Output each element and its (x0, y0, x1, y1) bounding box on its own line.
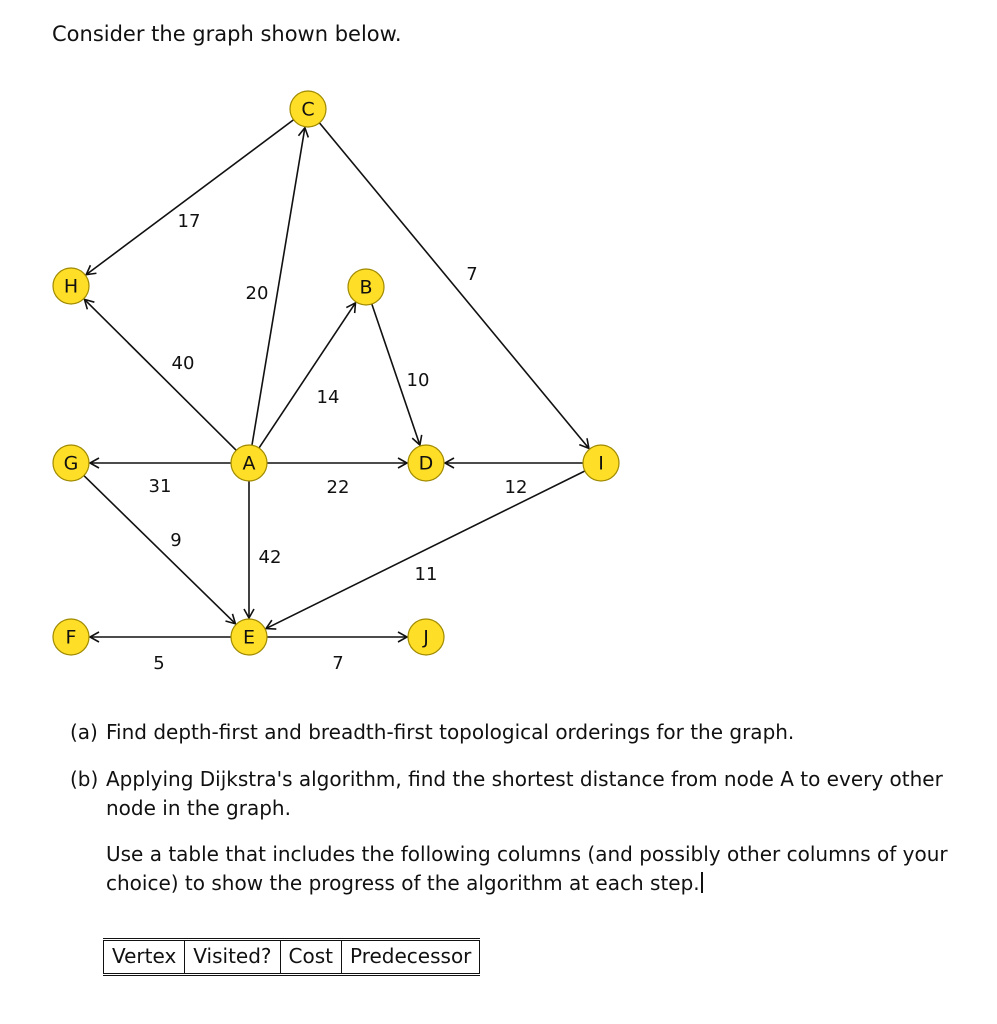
edge-weight-E-J: 7 (332, 653, 344, 674)
edge-weight-A-B: 14 (316, 387, 340, 408)
edge-A-H (84, 299, 236, 450)
edge-weight-G-E: 9 (170, 530, 182, 551)
edge-I-E (266, 471, 585, 629)
edge-weight-A-D: 22 (326, 477, 350, 498)
node-D (408, 445, 444, 481)
node-label-J: J (423, 626, 429, 649)
node-label-G: G (63, 452, 79, 475)
node-H (53, 268, 89, 304)
question-b-text: Applying Dijkstra's algorithm, find the shortest distance from node A to every other node in the graph. (106, 767, 943, 820)
node-label-B: B (359, 276, 373, 299)
edge-line-A-B (259, 303, 356, 448)
node-label-H: H (63, 275, 79, 298)
edge-E-F (90, 632, 231, 642)
column-vertex: Vertex (104, 940, 185, 975)
edges-layer (84, 120, 589, 642)
edge-A-D (267, 458, 407, 468)
edge-line-I-E (266, 471, 585, 629)
edge-line-A-H (84, 299, 236, 450)
node-C (290, 91, 326, 127)
columns-header-row (104, 940, 480, 975)
edge-I-D (445, 458, 583, 468)
question-a-text: Find depth-first and breadth-first topological orderings for the graph. (106, 720, 795, 744)
edge-A-B (259, 303, 356, 448)
intro-text: Consider the graph shown below. (52, 22, 402, 46)
edge-weight-C-I: 7 (466, 264, 478, 285)
edge-C-H (86, 120, 293, 275)
table-instruction[interactable] (106, 840, 966, 898)
edge-labels-layer (149, 211, 528, 674)
edge-weight-B-D: 10 (406, 370, 430, 391)
edge-E-J (267, 632, 407, 642)
nodes-layer (53, 91, 619, 655)
columns-table (103, 938, 480, 976)
edge-weight-A-G: 31 (148, 476, 172, 497)
column-visited: Visited? (185, 940, 280, 975)
text-cursor (701, 872, 703, 893)
edge-weight-I-E: 11 (414, 564, 438, 585)
node-I (583, 445, 619, 481)
node-label-C: C (301, 98, 315, 121)
edge-line-G-E (84, 476, 236, 624)
question-b-mark: (b) (70, 767, 99, 791)
edge-weight-A-E: 42 (258, 547, 282, 568)
node-F (53, 619, 89, 655)
node-J (408, 619, 444, 655)
column-cost: Cost (280, 940, 341, 975)
edge-weight-A-C: 20 (245, 283, 269, 304)
node-label-E: E (242, 626, 256, 649)
question-a-mark: (a) (70, 720, 98, 744)
edge-A-G (90, 458, 231, 468)
edge-G-E (84, 476, 236, 624)
question-a (70, 718, 970, 747)
edge-A-E (244, 481, 254, 618)
node-label-D: D (418, 452, 434, 475)
table-instruction-text: Use a table that includes the following columns (and possibly other columns of your choice) to show the progress of the algorithm at each step. (106, 842, 948, 895)
node-label-A: A (242, 452, 256, 475)
node-label-I: I (598, 452, 604, 475)
edge-weight-A-H: 40 (171, 353, 195, 374)
node-G (53, 445, 89, 481)
node-B (348, 269, 384, 305)
arrowhead-A-B (346, 303, 355, 313)
node-E (231, 619, 267, 655)
edge-line-C-H (86, 120, 293, 275)
edge-weight-I-D: 12 (504, 477, 528, 498)
edge-weight-C-H: 17 (177, 211, 201, 232)
column-predecessor: Predecessor (342, 940, 480, 975)
question-b (70, 765, 970, 823)
edge-weight-E-F: 5 (153, 653, 165, 674)
node-A (231, 445, 267, 481)
node-label-F: F (65, 626, 77, 649)
